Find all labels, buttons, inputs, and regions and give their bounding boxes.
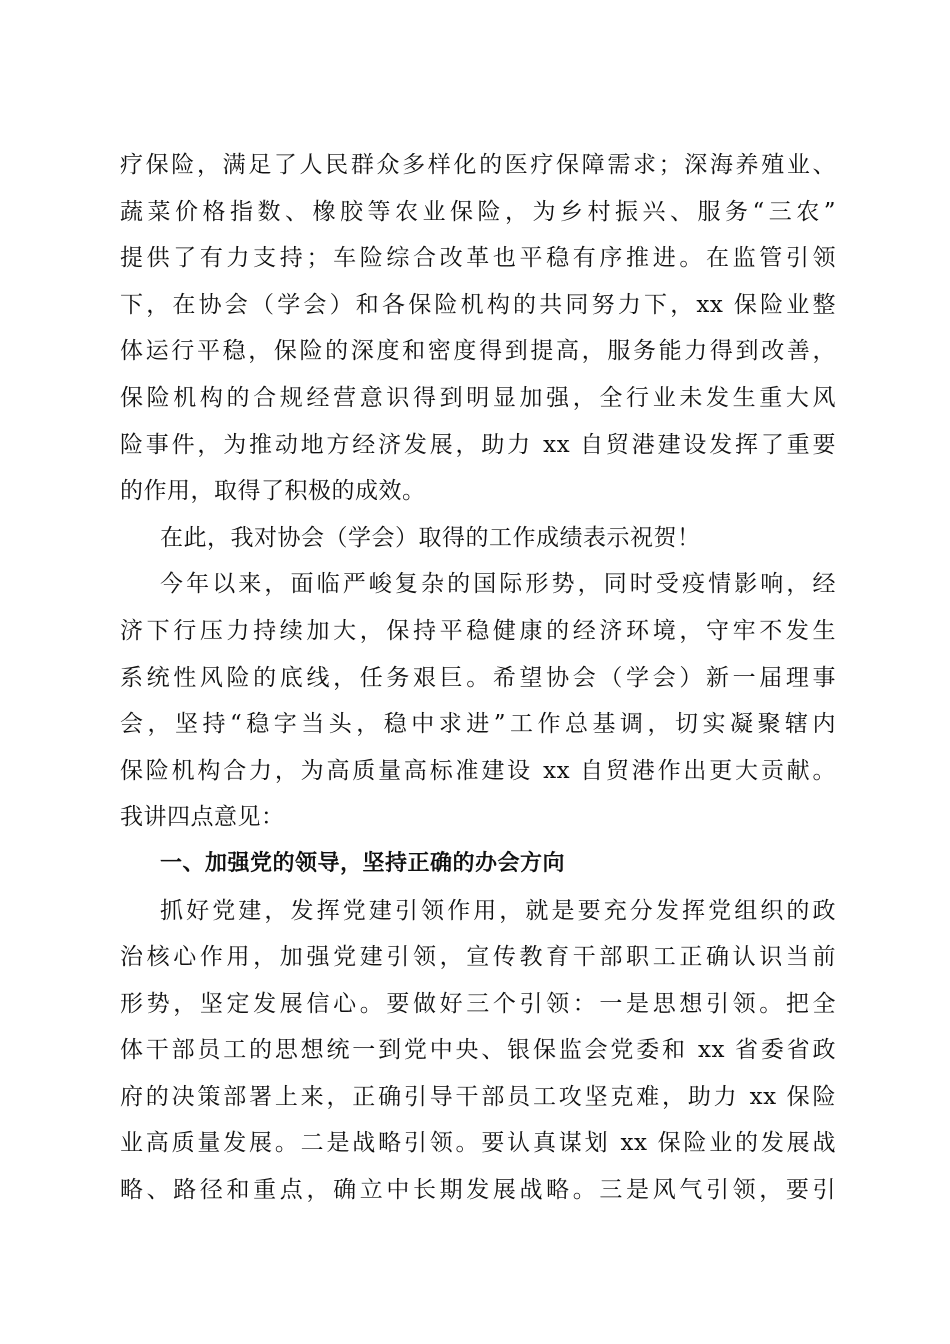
- text-line: 体运行平稳，保险的深度和密度得到提高，服务能力得到改善，: [120, 338, 836, 365]
- text-line: 疗保险，满足了人民群众多样化的医疗保障需求；深海养殖业、: [120, 152, 836, 178]
- text-line: 保险机构合力，为高质量高标准建设 xx 自贸港作出更大贡献。: [120, 757, 836, 784]
- text-line: 险事件，为推动地方经济发展，助力 xx 自贸港建设发挥了重要: [120, 431, 836, 458]
- text-line: 系统性风险的底线，任务艰巨。希望协会（学会）新一届理事: [120, 664, 836, 691]
- text-line: 今年以来，面临严峻复杂的国际形势，同时受疫情影响，经: [160, 571, 836, 598]
- text-line: 形势，坚定发展信心。要做好三个引领：一是思想引领。把全: [120, 990, 836, 1017]
- text-line: 会，坚持“稳字当头，稳中求进”工作总基调，切实凝聚辖内: [120, 711, 836, 738]
- text-line: 治核心作用，加强党建引领，宣传教育干部职工正确认识当前: [120, 944, 836, 971]
- text-line: 业高质量发展。二是战略引领。要认真谋划 xx 保险业的发展战: [120, 1130, 836, 1157]
- section-heading: 一、加强党的领导，坚持正确的办会方向: [160, 850, 566, 876]
- text-line: 下，在协会（学会）和各保险机构的共同努力下，xx 保险业整: [120, 291, 836, 318]
- text-line: 体干部员工的思想统一到党中央、银保监会党委和 xx 省委省政: [120, 1037, 836, 1064]
- text-line: 府的决策部署上来，正确引导干部员工攻坚克难，助力 xx 保险: [120, 1083, 836, 1110]
- text-line: 提供了有力支持；车险综合改革也平稳有序推进。在监管引领: [120, 245, 836, 272]
- text-line: 在此，我对协会（学会）取得的工作成绩表示祝贺！: [160, 524, 701, 551]
- text-line: 抓好党建，发挥党建引领作用，就是要充分发挥党组织的政: [160, 897, 836, 924]
- text-line: 保险机构的合规经营意识得到明显加强，全行业未发生重大风: [120, 384, 836, 411]
- text-line: 我讲四点意见：: [120, 804, 285, 831]
- text-line: 的作用，取得了积极的成效。: [120, 478, 426, 505]
- document-body: [120, 142, 836, 1214]
- text-line: 济下行压力持续加大，保持平稳健康的经济环境，守牢不发生: [120, 617, 836, 644]
- text-line: 略、路径和重点，确立中长期发展战略。三是风气引领，要引: [120, 1177, 836, 1204]
- text-line: 蔬菜价格指数、橡胶等农业保险，为乡村振兴、服务“三农”: [120, 198, 836, 225]
